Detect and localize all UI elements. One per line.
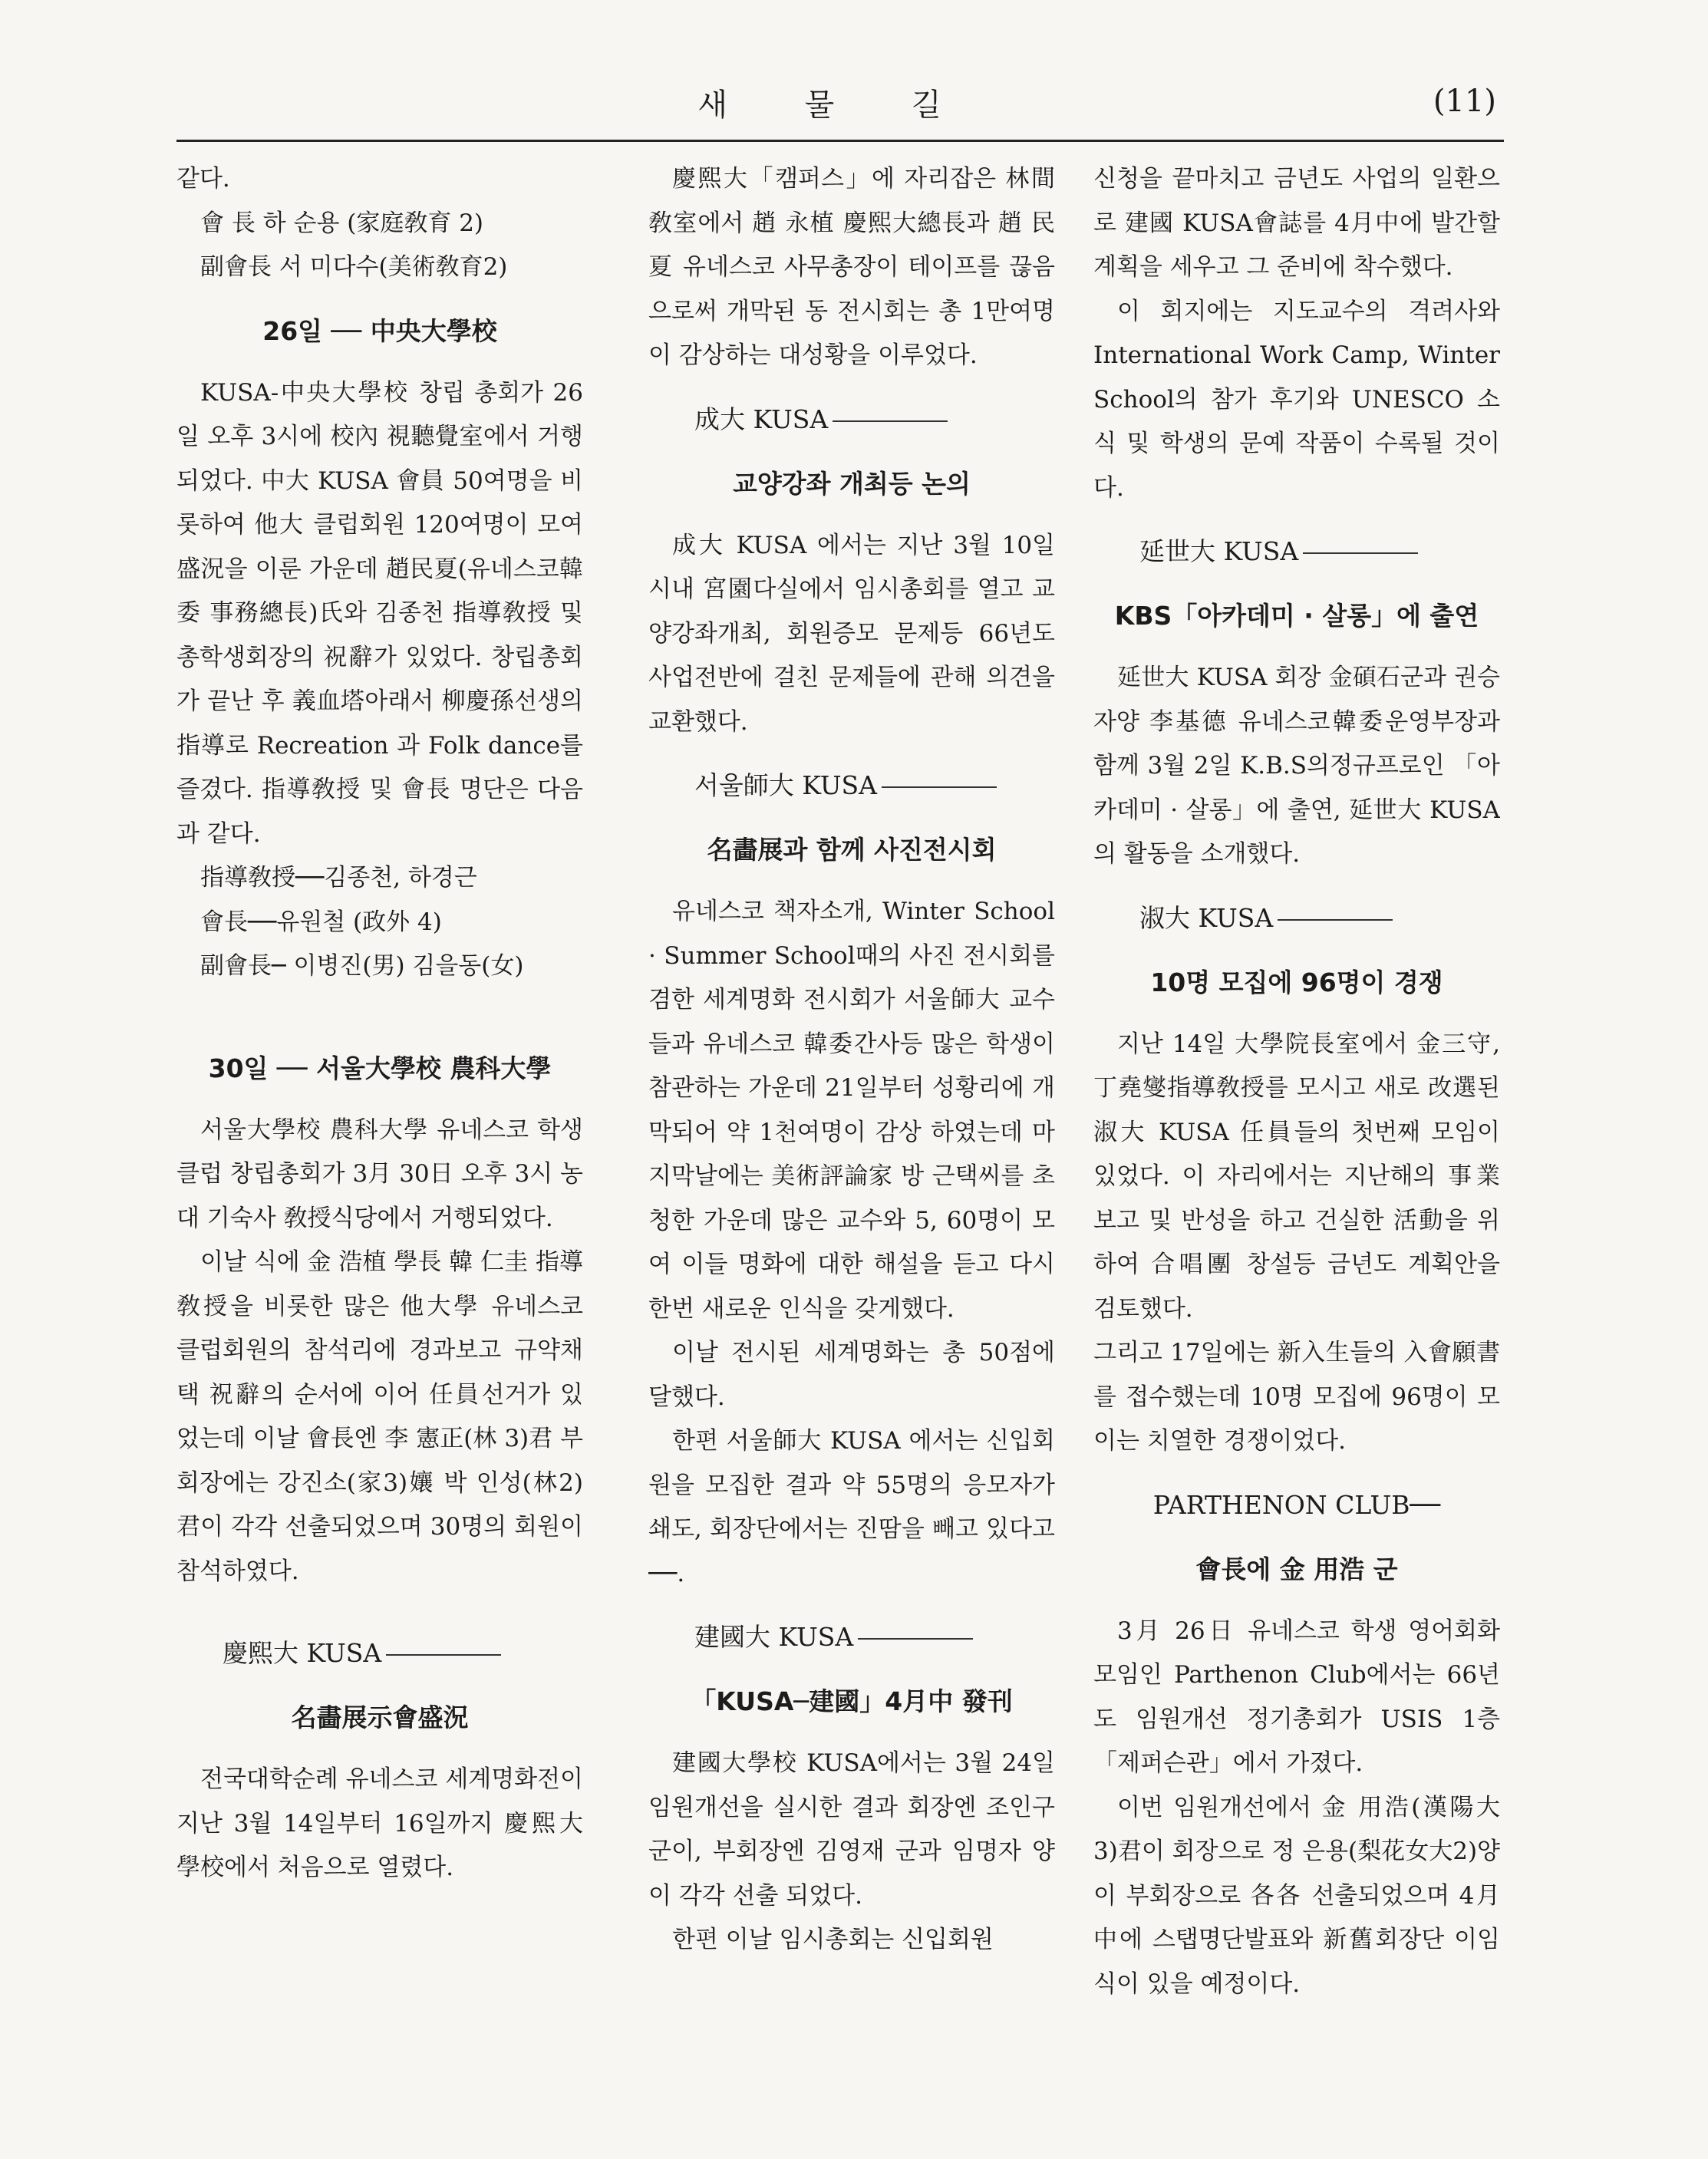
section-heading-cau: 26일 ── 中央大學校 xyxy=(262,315,497,346)
paragraph: 이번 임원개선에서 金 用浩(漢陽大3)君이 회장으로 정 은용(梨花女大2)양이 부회장으로 各各 선출되었으며 4月中에 스탭명단발표와 新舊회장단 이임식이 있을 예정이다. xyxy=(1093,1793,1500,1998)
club-heading-kku: 建國大 KUSA xyxy=(648,1614,1055,1660)
paragraph: 成大 KUSA 에서는 지난 3월 10일 시내 宮園다실에서 임시총회를 열고 교양강좌개최, 회원증모 문제등 66년도 사업전반에 걸친 문제들에 관해 의견을 교환했다. xyxy=(648,531,1055,736)
paragraph: 신청을 끝마치고 금년도 사업의 일환으로 建國 KUSA會誌를 4月中에 발간할 계획을 세우고 그 준비에 착수했다. xyxy=(1093,165,1500,281)
paragraph: 서울大學校 農科大學 유네스코 학생클럽 창립총회가 3月 30日 오후 3시 농대 기숙사 敎授식당에서 거행되었다. xyxy=(176,1116,583,1232)
paragraph: 전국대학순례 유네스코 세계명화전이 지난 3월 14일부터 16일까지 慶熙大學校에서 처음으로 열렸다. xyxy=(176,1765,583,1881)
paragraph: 한편 서울師大 KUSA 에서는 신입회원을 모집한 결과 약 55명의 응모자가 쇄도, 회장단에서는 진땀을 빼고 있다고──. xyxy=(648,1427,1055,1587)
paragraph: 이 회지에는 지도교수의 격려사와 International Work Camp, Winter School의 참가 후기와 UNESCO 소식 및 학생의 문예 작품이 수록될 것이다. xyxy=(1093,297,1500,502)
paragraph: 이날 식에 金 浩植 學長 韓 仁圭 指導敎授을 비롯한 많은 他大學 유네스코 클럽회원의 참석리에 경과보고 규약채택 祝辭의 순서에 이어 任員선거가 있었는데 이날 會長엔 李 憲正(林 3)君 부회장에는 강진소(家3)孃 박 인성(林2) 君이 각각 선출되었으며 30명의 회원이 참석하였다. xyxy=(176,1248,583,1585)
section-subheading: 「KUSA─建國」4月中 發刊 xyxy=(691,1686,1013,1716)
club-heading-parthenon: PARTHENON CLUB── xyxy=(1152,1489,1441,1520)
officer-line: 指導敎授──김종천, 하경근 xyxy=(200,864,477,892)
club-heading-sook: 淑大 KUSA xyxy=(1093,895,1500,941)
newsletter-title: 새 물 길 xyxy=(697,87,975,123)
paragraph: 같다. xyxy=(176,165,230,193)
section-heading-snu: 30일 ── 서울大學校 農科大學 xyxy=(208,1053,552,1083)
officer-line: 會 長 하 순용 (家庭敎育 2) xyxy=(200,209,484,237)
column-1 xyxy=(176,157,583,2121)
header-rule xyxy=(176,140,1504,142)
paragraph: 建國大學校 KUSA에서는 3월 24일 임원개선을 실시한 결과 회장엔 조인구 군이, 부회장엔 김영재 군과 임명자 양이 각각 선출 되었다. xyxy=(648,1749,1055,1910)
officer-line: 副會長─ 이병진(男) 김을동(女) xyxy=(200,952,524,980)
section-subheading: 名畵展과 함께 사진전시회 xyxy=(707,835,997,865)
paragraph: KUSA-中央大學校 창립 총회가 26일 오후 3시에 校內 視聽覺室에서 거행되었다. 中大 KUSA 會員 50여명을 비롯하여 他大 클럽회원 120여명이 모여 盛況을 이룬 가운데 趙民夏(유네스코韓委 事務總長)氏와 김종천 指導敎授 및 총학생회장의 祝辭가 있었다. 창립총회가 끝난 후 義血塔아래서 柳慶孫선생의 指導로 Recreation 과 Folk dance를 즐겼다. 指導敎授 및 會長 명단은 다음과 같다. xyxy=(176,378,583,848)
club-heading-khu: 慶熙大 KUSA xyxy=(176,1630,583,1676)
paragraph: 이날 전시된 세계명화는 총 50점에 달했다. xyxy=(648,1339,1055,1411)
officer-line: 會長──유원철 (政外 4) xyxy=(200,908,442,936)
paragraph: 慶熙大「캠퍼스」에 자리잡은 林間敎室에서 趙 永植 慶熙大總長과 趙 民夏 유네스코 사무총장이 테이프를 끊음으로써 개막된 동 전시회는 총 1만여명이 감상하는 대성황을 이루었다. xyxy=(648,165,1055,369)
section-subheading: 10명 모집에 96명이 경쟁 xyxy=(1150,967,1443,997)
paragraph: 한편 이날 임시총회는 신입회원 xyxy=(672,1926,994,1953)
column-3 xyxy=(1093,157,1500,2121)
section-subheading: 교양강좌 개최등 논의 xyxy=(733,468,971,499)
paragraph: 지난 14일 大學院長室에서 金三守, 丁堯燮指導敎授를 모시고 새로 改選된 淑大 KUSA 任員들의 첫번째 모임이 있었다. 이 자리에서는 지난해의 事業보고 및 반성을 하고 건실한 活動을 위하여 合唱團 창설등 금년도 계획안을 검토했다. xyxy=(1093,1030,1500,1323)
section-subheading: KBS「아카데미 · 살롱」에 출연 xyxy=(1114,601,1479,631)
section-subheading: 會長에 金 用浩 군 xyxy=(1195,1554,1398,1584)
paragraph: 그리고 17일에는 新入生들의 入會願書를 접수했는데 10명 모집에 96명이 모이는 치열한 경쟁이었다. xyxy=(1093,1339,1500,1455)
club-heading-snue: 서울師大 KUSA xyxy=(648,763,1055,809)
club-heading-yonsei: 延世大 KUSA xyxy=(1093,529,1500,575)
page-number: (11) xyxy=(1433,84,1496,119)
officer-line: 副會長 서 미다수(美術敎育2) xyxy=(200,253,508,281)
column-2 xyxy=(648,157,1055,2121)
club-heading-skku: 成大 KUSA xyxy=(648,397,1055,443)
paragraph: 延世大 KUSA 회장 金碩石군과 권승자양 李基德 유네스코韓委운영부장과 함께 3월 2일 K.B.S의정규프로인 「아카데미 · 살롱」에 출연, 延世大 KUSA의 활동을 소개했다. xyxy=(1093,664,1500,868)
paragraph: 3月 26日 유네스코 학생 영어회화 모임인 Parthenon Club에서는 66년도 임원개선 정기총회가 USIS 1층 「제퍼슨관」에서 가졌다. xyxy=(1093,1617,1500,1777)
section-subheading: 名畵展示會盛況 xyxy=(291,1702,469,1732)
paragraph: 유네스코 책자소개, Winter School · Summer School때의 사진 전시회를 겸한 세계명화 전시회가 서울師大 교수들과 유네스코 韓委간사등 많은 학생이 참관하는 가운데 21일부터 성황리에 개막되어 약 1천여명이 감상 하였는데 마지막날에는 美術評論家 방 근택씨를 초청한 가운데 많은 교수와 5, 60명이 모여 이들 명화에 대한 해설을 듣고 다시 한번 새로운 인식을 갖게했다. xyxy=(648,898,1055,1323)
page-header xyxy=(176,81,1496,134)
